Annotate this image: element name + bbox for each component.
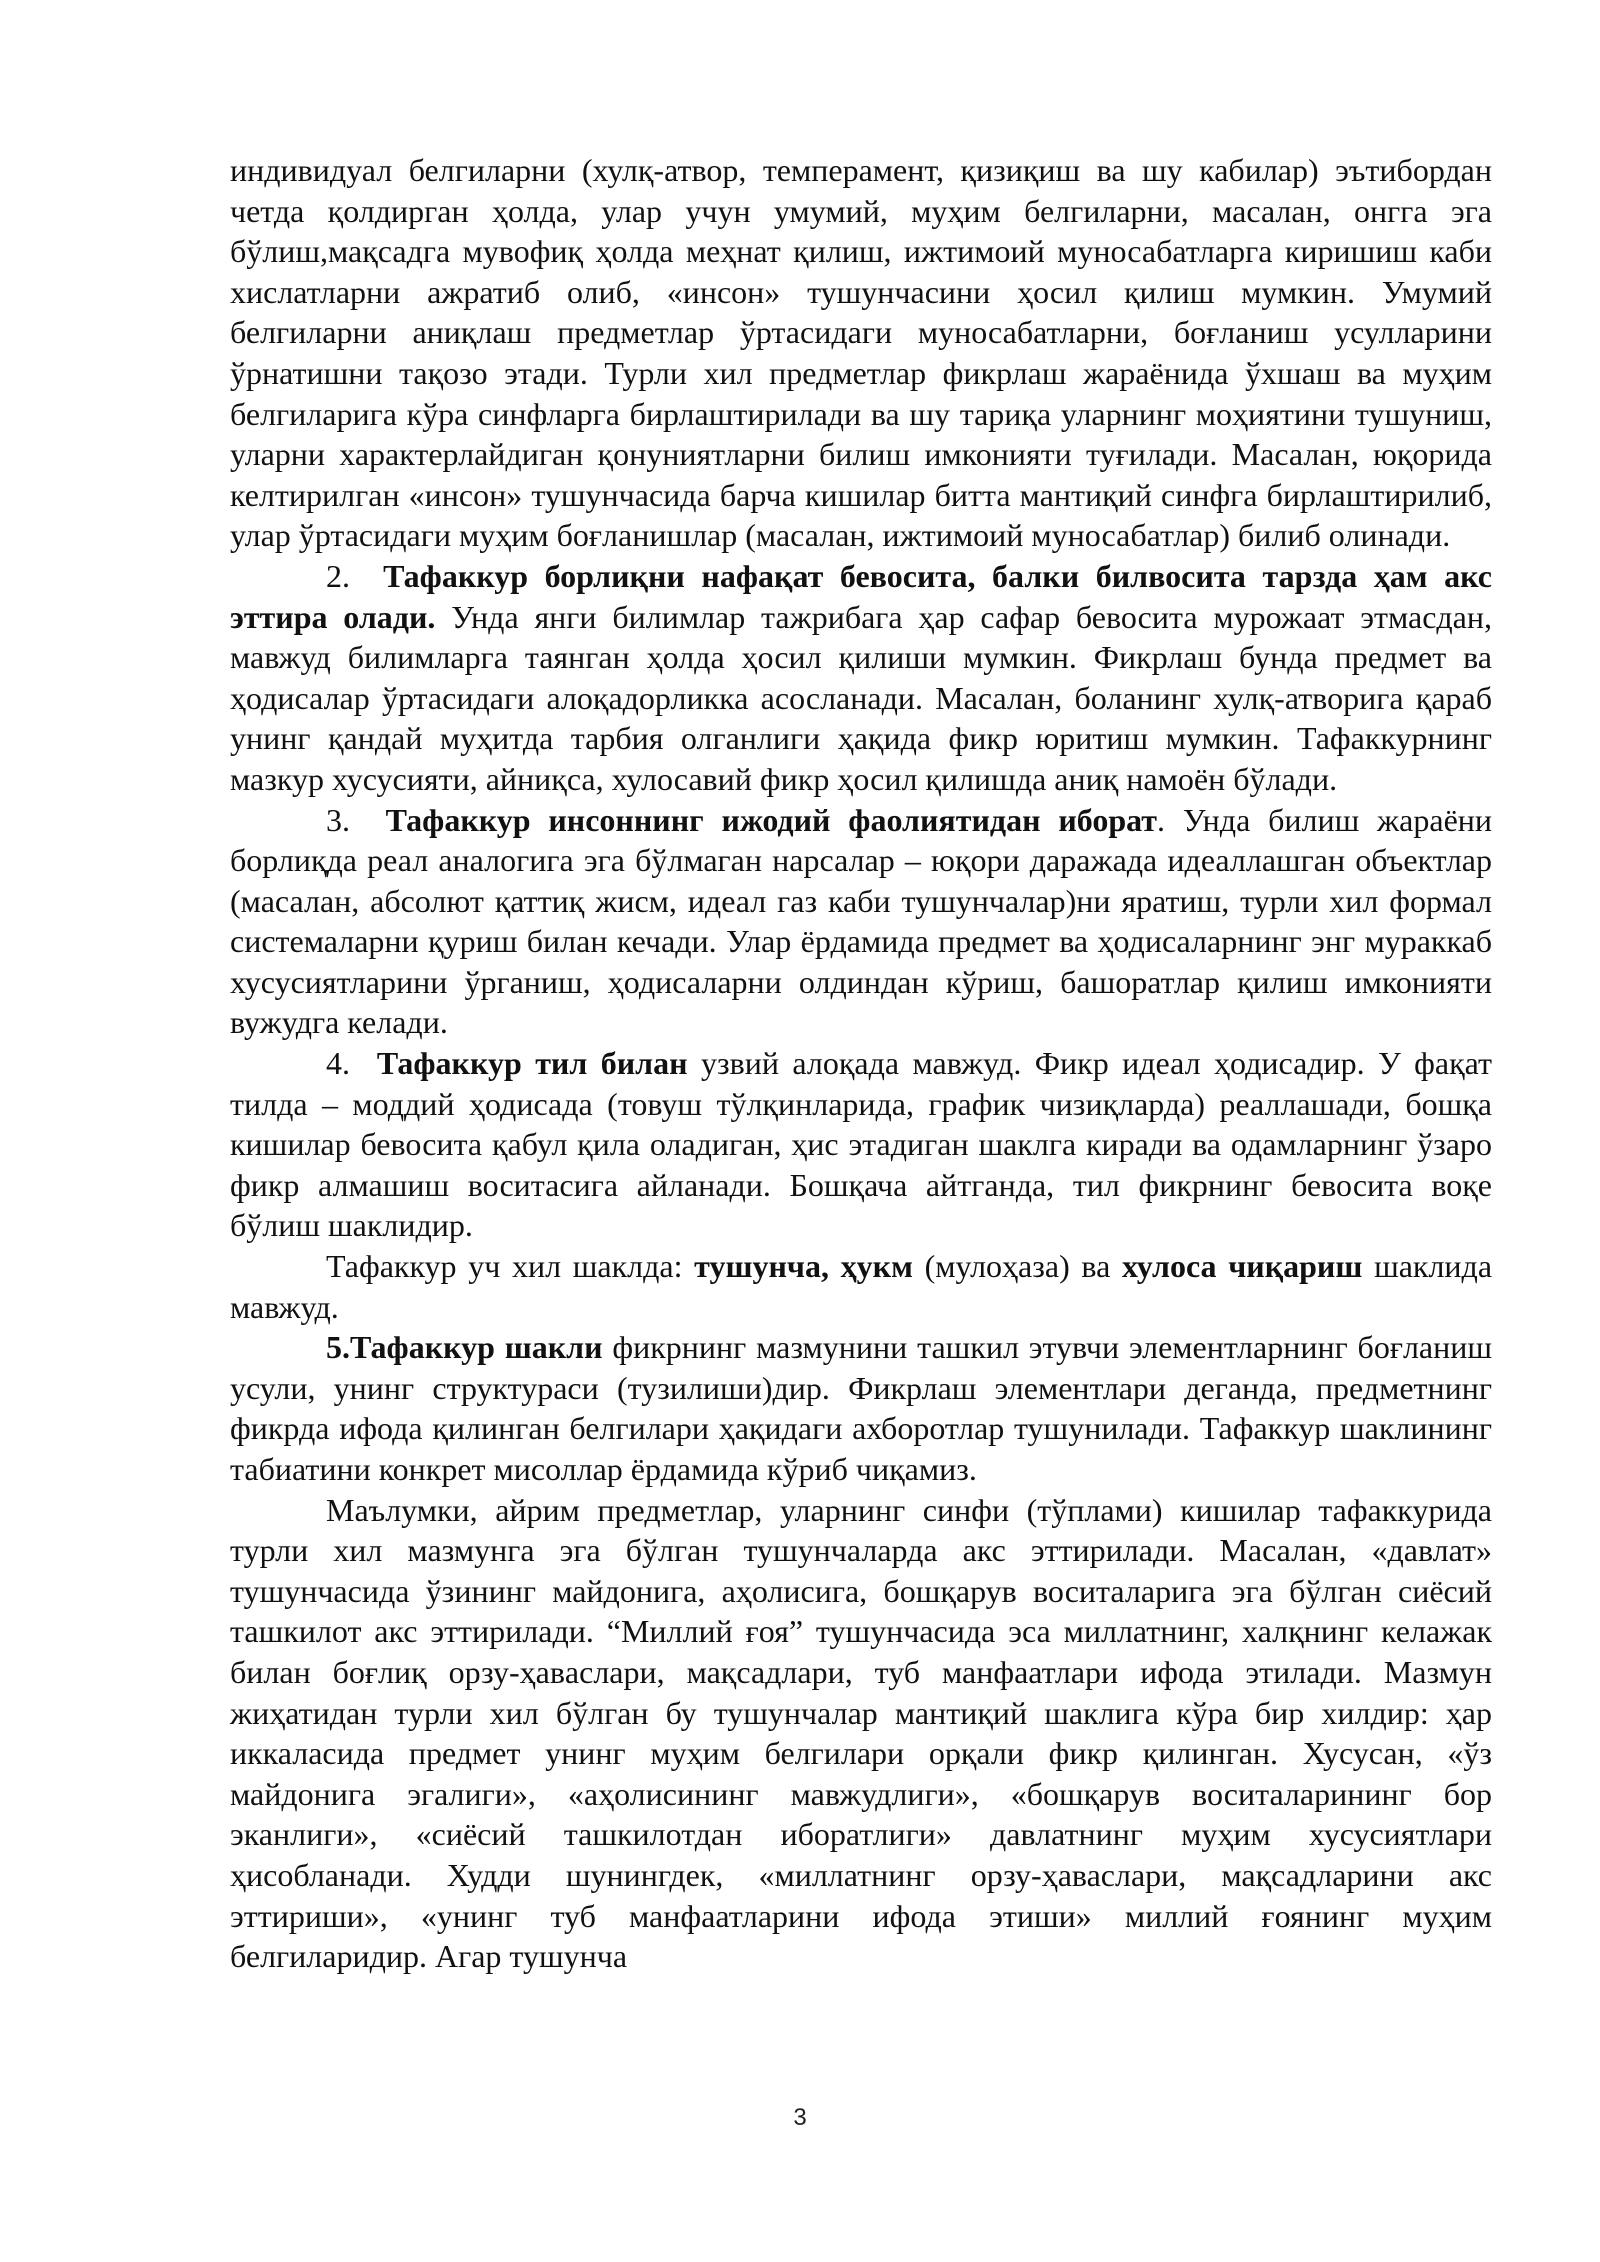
paragraph-7 [230, 1490, 1492, 1977]
paragraph-3 [230, 800, 1492, 1044]
paragraph-1-text: индивидуал белгиларни (хулқ-атвор, темперамент, қизиқиш ва шу кабилар) эътибордан четда қолдирган ҳолда, улар учун умумий, муҳим белгиларни, масалан, онгга эга бўлиш,мақсадга мувофиқ ҳолда меҳнат қилиш, ижтимоий муносабатларга киришиш каби хислатларни ажратиб олиб, «инсон» тушунчасини ҳосил қилиш мумкин. Умумий белгиларни аниқлаш предметлар ўртасидаги муносабатларни, боғланиш усулларини ўрнатишни тақозо этади. Турли хил предметлар фикрлаш жараёнида ўхшаш ва муҳим белгиларига кўра синфларга бирлаштирилади ва шу тариқа уларнинг моҳиятини тушуниш, уларни характерлайдиган қонуниятларни билиш имконияти туғилади. Масалан, юқорида келтирилган «инсон» тушунчасида барча кишилар битта мантиқий синфга бирлаштирилиб, улар ўртасидаги муҳим боғланишлар (масалан, ижтимоий муносабатлар) билиб олинади. [230, 152, 1492, 554]
bold-term-2: хулоса чиқариш [1122, 1248, 1363, 1285]
paragraph-7-text: Маълумки, айрим предметлар, уларнинг синфи (тўплами) кишилар тафаккурида турли хил мазмунга эга бўлган тушунчаларда акс эттирилади. Масалан, «давлат» тушунчасида ўзининг майдонига, аҳолисига, бошқарув воситаларига эга бўлган сиёсий ташкилот акс эттирилади. “Миллий ғоя” тушунчасида эса миллатнинг, халқнинг келажак билан боғлиқ орзу-ҳавaслари, мақсадлари, туб манфаатлари ифода этилади. Мазмун жиҳатидан турли хил бўлган бу тушунчалар мантиқий шаклига кўра бир хилдир: ҳар иккаласида предмет унинг муҳим белгилари орқали фикр қилинган. Хусусан, «ўз майдонига эгалиги», «аҳолисининг мавжудлиги», «бошқарув воситаларининг бор эканлиги», «сиёсий ташкилотдан иборатлиги» давлатнинг муҳим хусусиятлари ҳисобланади. Худди шунингдек, «миллатнинг орзу-ҳаваслари, мақсадларини акс эттириши», «унинг туб манфаатларини ифода этиши» миллий ғоянинг муҳим белгиларидир. Агар тушунча [230, 1491, 1492, 1975]
page-number: 3 [793, 2104, 807, 2131]
bold-heading: 5.Тафаккур шакли [326, 1329, 603, 1366]
paragraph-3-text: . Унда билиш жараёни борлиқда реал аналогига эга бўлмаган нарсалар – юқори даражада идеаллашган объектлар (масалан, абсолют қаттиқ жисм, идеал газ каби тушунчалар)ни яратиш, турли хил формал системаларни қуриш билан кечади. Улар ёрдамида предмет ва ҳодисаларнинг энг мураккаб хусусиятларини ўрганиш, ҳодисаларни олдиндан кўриш, башоратлар қилиш имконияти вужудга келади. [230, 801, 1493, 1041]
paragraph-2 [230, 556, 1492, 800]
item-number: 4. [326, 1045, 350, 1082]
paragraph-6-text: фикрнинг мазмунини ташкил этувчи элементларнинг боғланиш усули, унинг структураси (тузилиши)дир. Фикрлаш элементлари деганда, предметнинг фикрда ифода қилинган белгилари ҳақидаги ахборотлар тушунилади. Тафаккур шаклининг табиатини конкрет мисоллар ёрдамида кўриб чиқамиз. [230, 1329, 1493, 1487]
paragraph-6 [230, 1327, 1492, 1489]
bold-term-1: тушунча, ҳукм [694, 1248, 913, 1285]
paragraph-5-text-c: (мулоҳаза) ва [912, 1248, 1122, 1285]
paragraph-1 [230, 150, 1492, 556]
paragraph-5-text-a: Тафаккур уч хил шаклда: [326, 1248, 695, 1285]
paragraph-4-text: узвий алоқада мавжуд. Фикр идеал ҳодисадир. У фақат тилда – моддий ҳодисада (товуш тўлқинларида, график чизиқларда) реаллашади, бошқа кишилар бевосита қабул қила оладиган, ҳис этадиган шаклга киради ва одамларнинг ўзаро фикр алмашиш воситасига айланади. Бошқача айтганда, тил фикрнинг бевосита воқе бўлиш шаклидир. [230, 1045, 1493, 1244]
paragraph-4 [230, 1043, 1492, 1246]
paragraph-5-text-d: шаклида мавжуд. [230, 1248, 1493, 1325]
paragraph-5 [230, 1246, 1492, 1327]
paragraph-2-text: Унда янги билимлар тажрибага ҳар сафар бевосита мурожаат этмасдан, мавжуд билимларга таянган ҳолда ҳосил қилиши мумкин. Фикрлаш бунда предмет ва ҳодисалар ўртасидаги алоқадорликка асосланади. Масалан, боланинг хулқ-атворига қараб унинг қандай муҳитда тарбия олганлиги ҳақида фикр юритиш мумкин. Тафаккурнинг мазкур хусусияти, айниқса, хулосавий фикр ҳосил қилишда аниқ намоён бўлади. [230, 598, 1493, 797]
item-number: 3. [326, 801, 350, 838]
bold-thesis: Тафаккур инсоннинг ижодий фаолиятидан иборат [385, 801, 1158, 838]
bold-thesis: Тафаккур борлиқни нафақат бевосита, балки билвосита тарзда ҳам акс эттира олади. [230, 557, 1493, 635]
body-text [230, 150, 1492, 1977]
item-number: 2. [326, 557, 350, 594]
bold-thesis: Тафаккур тил билан [376, 1045, 688, 1082]
